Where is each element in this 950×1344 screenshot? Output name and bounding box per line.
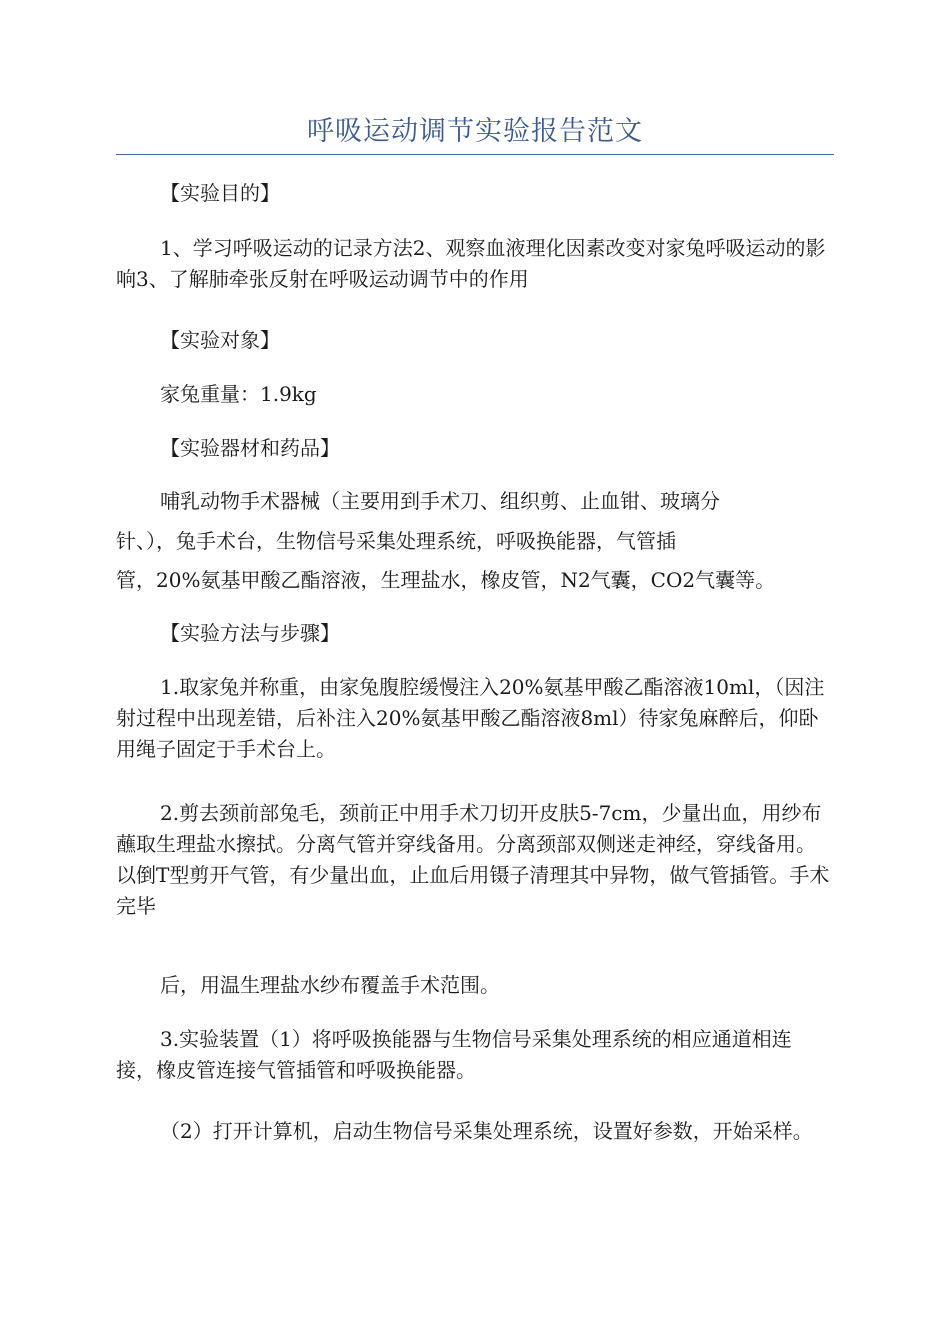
- paragraph-step3: 3.实验装置（1）将呼吸换能器与生物信号采集处理系统的相应通道相连接，橡皮管连接气管插管和呼吸换能器。: [116, 1027, 792, 1082]
- paragraph-purpose: 1、学习呼吸运动的记录方法2、观察血液理化因素改变对家兔呼吸运动的影响3、了解肺牵张反射在呼吸运动调节中的作用: [116, 236, 826, 291]
- page-title: 呼吸运动调节实验报告范文: [307, 116, 643, 147]
- paragraph-step2: 2.剪去颈前部兔毛，颈前正中用手术刀切开皮肤5-7cm，少量出血，用纱布蘸取生理盐水擦拭。分离气管并穿线备用。分离颈部双侧迷走神经，穿线备用。以倒T型剪开气管，有少量出血，止血后用镊子清理其中异物，做气管插管。手术完毕: [116, 801, 830, 918]
- paragraph-materials-line3: 管，20%氨基甲酸乙酯溶液，生理盐水，橡皮管，N2气囊，CO2气囊等。: [116, 568, 776, 592]
- paragraph-materials-line1: 哺乳动物手术器械（主要用到手术刀、组织剪、止血钳、玻璃分: [160, 489, 720, 513]
- paragraph-step3-2: （2）打开计算机，启动生物信号采集处理系统，设置好参数，开始采样。: [160, 1119, 813, 1143]
- paragraph-step1: 1.取家兔并称重，由家兔腹腔缓慢注入20%氨基甲酸乙酯溶液10ml，（因注射过程中出现差错，后补注入20%氨基甲酸乙酯溶液8ml）待家兔麻醉后，仰卧用绳子固定于手术台上。: [116, 675, 825, 761]
- paragraph-materials-line2: 针、），兔手术台，生物信号采集处理系统，呼吸换能器，气管插: [116, 529, 676, 553]
- section-heading-purpose: 【实验目的】: [160, 181, 280, 205]
- section-heading-materials: 【实验器材和药品】: [160, 436, 340, 460]
- section-heading-methods: 【实验方法与步骤】: [160, 621, 340, 645]
- paragraph-step2-cont: 后，用温生理盐水纱布覆盖手术范围。: [160, 973, 500, 997]
- title-underline: [116, 154, 834, 155]
- section-heading-subject: 【实验对象】: [160, 328, 280, 352]
- paragraph-subject: 家兔重量：1.9kg: [160, 382, 317, 406]
